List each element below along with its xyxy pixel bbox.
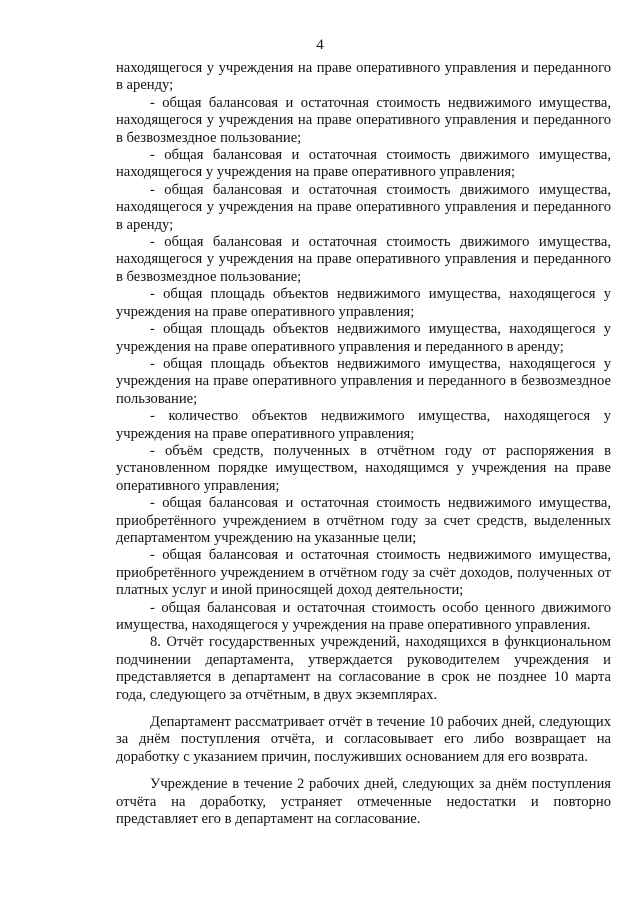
list-item: - общая площадь объектов недвижимого имущества, находящегося у учреждения на праве оперативного управления и переданного в аренду; xyxy=(116,321,611,355)
list-item: - количество объектов недвижимого имущества, находящегося у учреждения на праве оперативного управления; xyxy=(116,408,611,442)
list-item: - общая площадь объектов недвижимого имущества, находящегося у учреждения на праве оперативного управления; xyxy=(116,286,611,320)
paragraph: находящегося у учреждения на праве оперативного управления и переданного в аренду; xyxy=(116,60,611,94)
list-item: - общая балансовая и остаточная стоимость недвижимого имущества, находящегося у учреждения на праве оперативного управления и переданного в безвозмездное пользование; xyxy=(116,94,611,146)
paragraph: Департамент рассматривает отчёт в течение 10 рабочих дней, следующих за днём поступления отчёта, и согласовывает его либо возвращает на доработку с указанием причин, послуживших основанием для его возврата. xyxy=(116,714,611,765)
list-item: - общая балансовая и остаточная стоимость движимого имущества, находящегося у учреждения на праве оперативного управления и переданного в безвозмездное пользование; xyxy=(116,234,611,285)
list-item: - общая площадь объектов недвижимого имущества, находящегося у учреждения на праве оперативного управления и переданного в безвозмездное пользование; xyxy=(116,355,611,407)
paragraph-8: 8. Отчёт государственных учреждений, находящихся в функциональном подчинении департамента, утверждается руководителем учреждения и представляется в департамент на согласование в срок не позднее 10 марта года, следующего за отчётным, в двух экземплярах. xyxy=(116,634,611,703)
paragraph: Учреждение в течение 2 рабочих дней, следующих за днём поступления отчёта на доработку, устраняет отмеченные недостатки и повторно представляет его в департамент на согласование. xyxy=(116,776,611,828)
list-item: - общая балансовая и остаточная стоимость особо ценного движимого имущества, находящегося у учреждения на праве оперативного управления. xyxy=(116,599,611,633)
list-item: - общая балансовая и остаточная стоимость недвижимого имущества, приобретённого учреждением в отчётном году за счёт доходов, полученных от платных услуг и иной приносящей доход деятельности; xyxy=(116,547,611,599)
list-item: - общая балансовая и остаточная стоимость недвижимого имущества, приобретённого учреждением в отчётном году за счет средств, выделенных департаментом учреждению на указанные цели; xyxy=(116,495,611,546)
list-item: - объём средств, полученных в отчётном году от распоряжения в установленном порядке имуществом, находящимся у учреждения на праве оперативного управления; xyxy=(116,442,611,494)
list-item: - общая балансовая и остаточная стоимость движимого имущества, находящегося у учреждения на праве оперативного управления и переданного в аренду; xyxy=(116,181,611,233)
document-body xyxy=(116,60,611,828)
page-number: 4 xyxy=(316,37,324,53)
list-item: - общая балансовая и остаточная стоимость движимого имущества, находящегося у учреждения на праве оперативного управления; xyxy=(116,147,611,181)
